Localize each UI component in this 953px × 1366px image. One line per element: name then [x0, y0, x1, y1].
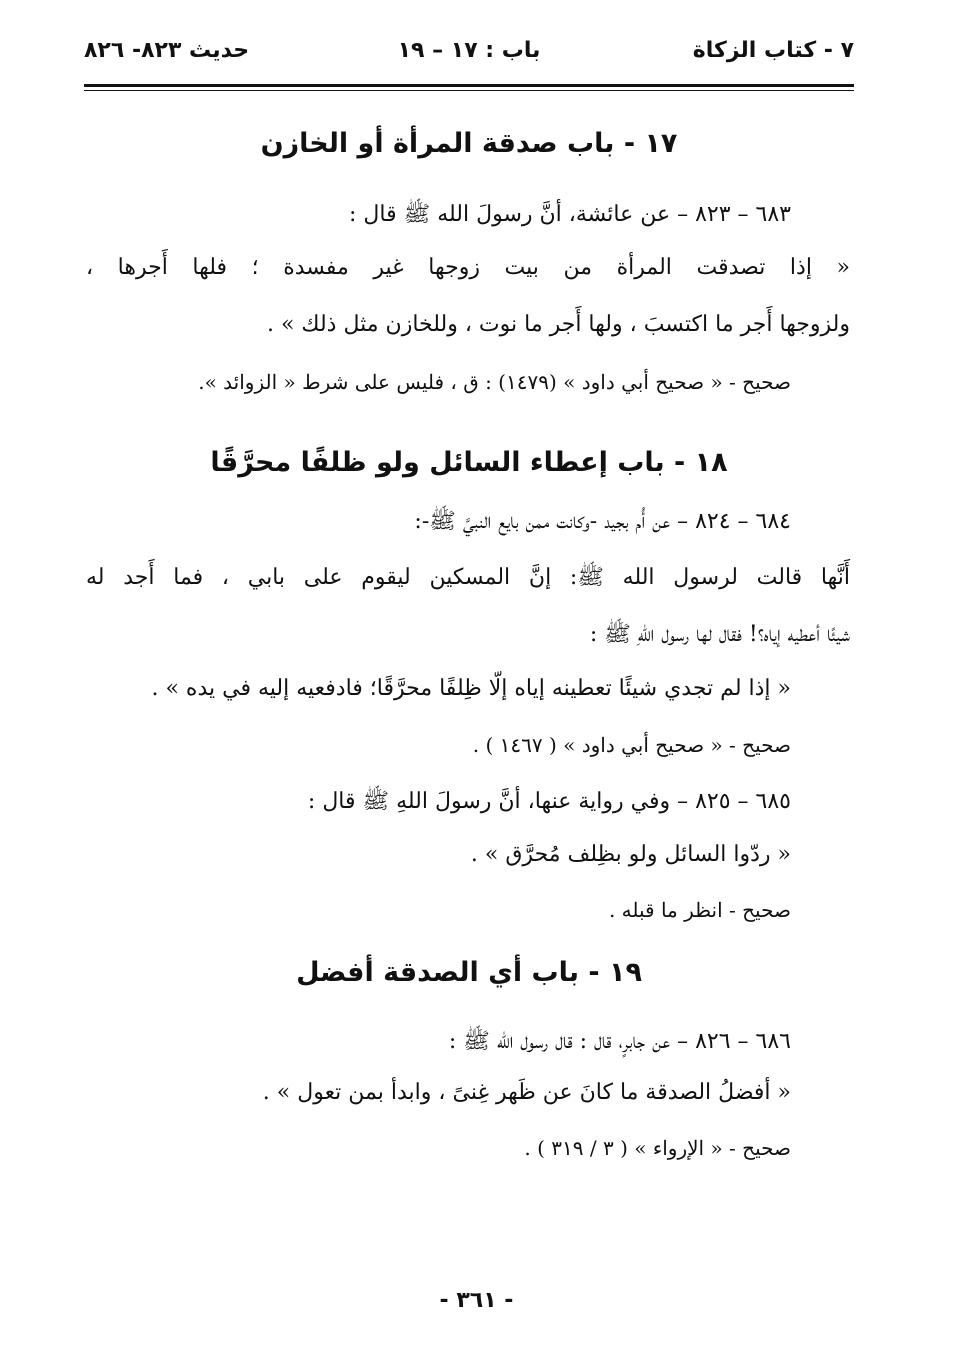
- hadith-684-intro: ٦٨٤ – ٨٢٤ – عن أُم بجيد -وكانت ممن بايع النبيَّ ﷺ-:: [414, 509, 791, 534]
- hadith-684-text-line-2: شيئًا أعطيه إياه؟! فقال لها رسول اللهِ ﷺ :: [589, 622, 850, 647]
- section-17-heading: ١٧ - باب صدقة المرأة أو الخازن: [260, 128, 678, 159]
- hadith-686-grading: صحيح - « الإرواء » ( ٣ / ٣١٩ ) .: [524, 1136, 791, 1160]
- hadith-686-intro: ٦٨٦ – ٨٢٦ – عن جابرٍ، قال : قال رسول الله ﷺ :: [448, 1029, 791, 1054]
- hadith-683-text-line-2: ولزوجها أَجر ما اكتسبَ ، ولها أَجر ما نوت ، وللخازن مثل ذلك » .: [266, 312, 850, 337]
- running-header: [84, 30, 854, 74]
- hadith-683-grading: صحيح - « صحيح أبي داود » (١٤٧٩) : ق ، فليس على شرط « الزوائد ».: [198, 370, 791, 394]
- hadith-684-text-line-3: « إذا لم تجدي شيئًا تعطينه إياه إلّا ظِلفًا محرَّقًا؛ فادفعيه إليه في يده » .: [151, 676, 791, 701]
- section-18-heading: ١٨ - باب إعطاء السائل ولو ظلفًا محرَّقًا: [210, 447, 728, 478]
- header-rule-thick: [84, 84, 854, 87]
- page-number: - ٣٦١ -: [439, 1288, 514, 1313]
- hadith-683-text-line-1: « إذا تصدقت المرأة من بيت زوجها غير مفسدة ؛ فلها أَجرها ،: [86, 255, 850, 280]
- hadith-683-intro: ٦٨٣ – ٨٢٣ – عن عائشة، أنَّ رسولَ الله ﷺ قال :: [349, 202, 791, 227]
- hadith-684-grading: صحيح - « صحيح أبي داود » ( ١٤٦٧ ) .: [472, 733, 791, 757]
- section-19-heading: ١٩ - باب أي الصدقة أفضل: [296, 957, 642, 988]
- header-rule-thin: [84, 90, 854, 91]
- hadith-685-grading: صحيح - انظر ما قبله .: [608, 898, 791, 922]
- hadith-685-intro: ٦٨٥ – ٨٢٥ – وفي رواية عنها، أنَّ رسولَ اللهِ ﷺ قال :: [307, 789, 791, 814]
- hadith-range: حديث ٨٢٣- ٨٢٦: [84, 38, 250, 63]
- hadith-685-text-line-1: « ردّوا السائل ولو بظِلف مُحرَّق » .: [470, 842, 791, 867]
- hadith-684-text-line-1: أَنَّها قالت لرسول الله ﷺ: إنَّ المسكين ليقوم على بابي ، فما أَجد له: [86, 565, 850, 590]
- chapter-title: ٧ - كتاب الزكاة: [692, 38, 854, 63]
- bab-range: باب : ١٧ – ١٩: [397, 38, 541, 63]
- hadith-686-text-line-1: « أفضلُ الصدقة ما كانَ عن ظَهر غِنىً ، وابدأ بمن تعول » .: [262, 1080, 791, 1105]
